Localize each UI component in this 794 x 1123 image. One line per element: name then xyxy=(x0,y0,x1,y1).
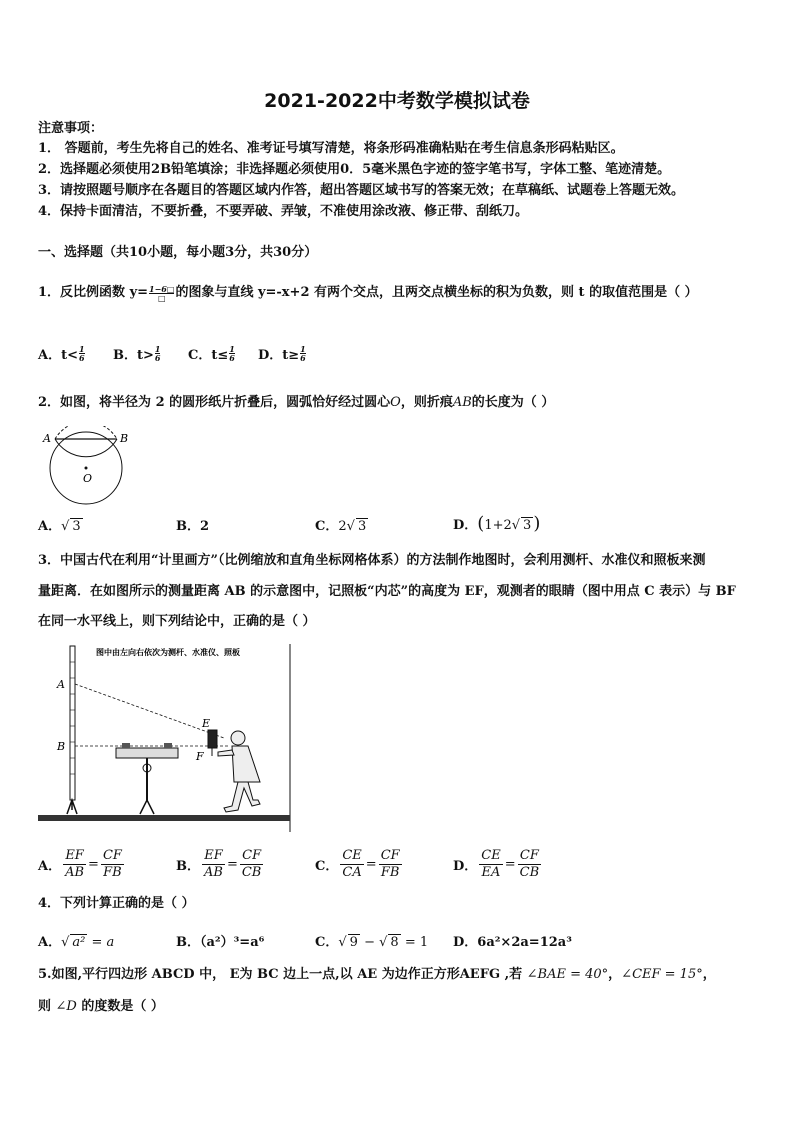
q3-option-d-eq: = xyxy=(504,857,516,872)
notice-item-3: 3．请按照题号顺序在各题目的答题区域内作答，超出答题区域书写的答案无效；在草稿纸、试题卷上答题无效。 xyxy=(38,183,685,198)
q3-option-a-eq: = xyxy=(88,857,99,872)
radical-icon: √ xyxy=(61,935,70,950)
q3-option-b-lhs-num: EF xyxy=(204,848,223,863)
q1-option-d-label: D．t≥ xyxy=(258,348,300,363)
radical-icon: √ xyxy=(379,935,388,950)
q1-option-d-num: 1 xyxy=(300,344,306,354)
q3-option-b-eq: = xyxy=(226,857,238,872)
q3-figure xyxy=(38,642,294,834)
q4-option-d: D．6a²×2a=12a³ xyxy=(453,935,572,950)
q3-option-d-rhs-num: CF xyxy=(519,848,539,863)
q1-option-a-label: A．t< xyxy=(38,348,78,363)
notice-item-2: 2．选择题必须使用2B铅笔填涂；非选择题必须使用0．5毫米黑色字迹的签字笔书写，字体工整、笔迹清楚。 xyxy=(38,162,671,177)
q2-label-a: A xyxy=(43,432,51,445)
q1-frac-den: □ xyxy=(157,292,166,303)
q3-label-b: B xyxy=(57,740,66,753)
q3-measuring-pole xyxy=(70,646,75,800)
q3-option-a-rhs-den: FB xyxy=(103,865,122,880)
q1-option-b-frac xyxy=(155,345,161,362)
q4-option-c-radicand-1: 9 xyxy=(349,935,358,950)
q3-option-c-rhs-den: FB xyxy=(380,865,400,880)
q4-option-b: B．（a²）³=a⁶ xyxy=(176,935,265,950)
q4-option-c-minus: − xyxy=(359,935,380,950)
q4-option-c-label: C． xyxy=(315,935,339,950)
q3-option-d xyxy=(453,848,543,881)
q1-fraction xyxy=(149,285,174,302)
right-paren-icon: ) xyxy=(533,513,541,534)
q2-option-c-coef: 2 xyxy=(338,519,347,534)
notice-heading: 注意事项： xyxy=(38,121,104,136)
q3-option-d-lhs-den: EA xyxy=(481,865,501,880)
q3-ground xyxy=(38,815,290,821)
q3-option-b xyxy=(176,848,265,881)
q5-line-1 xyxy=(38,966,716,984)
q4-option-c-rhs: = 1 xyxy=(400,935,429,950)
q4-option-a xyxy=(38,931,114,950)
q5-angle-bae: ∠BAE = 40° xyxy=(526,967,609,982)
q3-option-c-label: C． xyxy=(315,859,339,874)
q4-option-a-label: A． xyxy=(38,935,62,950)
q3-option-a-rhs xyxy=(101,848,124,881)
q3-option-c-lhs xyxy=(340,848,363,881)
q2-text-a: 2．如图，将半径为 2 的圆形纸片折叠后，圆弧恰好经过圆心 xyxy=(38,395,391,410)
q2-option-b: B．2 xyxy=(176,519,210,534)
q1-option-b-num: 1 xyxy=(154,344,161,354)
q2-label-b: B xyxy=(120,432,129,445)
q1-frac-num: 1−6□ xyxy=(149,283,175,294)
q3-line-1: 3．中国古代在利用“计里画方”（比例缩放和直角坐标网格体系）的方法制作地图时，会利用测杆、水准仪和照板来测 xyxy=(38,553,706,568)
q4-option-a-rhs: = a xyxy=(87,935,115,950)
q3-option-d-label: D． xyxy=(453,859,478,874)
page-title: 2021-2022中考数学模拟试卷 xyxy=(264,90,530,112)
q5-angle-d: ∠D xyxy=(55,999,77,1014)
q5-line-2-text-b: 的度数是（ ） xyxy=(76,999,164,1014)
q5-line-1-end: ， xyxy=(702,967,716,982)
q3-level-sight-right xyxy=(164,743,172,748)
q4-option-a-radicand: a² xyxy=(72,935,86,950)
q3-option-c-rhs xyxy=(379,848,402,881)
q2-center-point xyxy=(85,467,88,470)
q3-option-b-rhs xyxy=(240,848,264,881)
q3-sighting-board xyxy=(208,730,217,748)
q2-option-a-radicand: 3 xyxy=(72,519,81,534)
q2-option-d-radicand: 3 xyxy=(523,518,532,533)
question-4: 4．下列计算正确的是（ ） xyxy=(38,896,195,911)
q2-option-c-label: C． xyxy=(315,519,339,534)
q2-option-a xyxy=(38,515,83,534)
q5-line-2-text-a: 则 xyxy=(38,999,56,1014)
q3-line-2: 量距离．在如图所示的测量距离 AB 的示意图中，记照板“内芯”的高度为 EF，观测者的眼睛（图中用点 C 表示）与 BF xyxy=(38,584,736,599)
q2-option-d-pre: 1+2 xyxy=(484,518,512,533)
q3-option-b-rhs-den: CB xyxy=(241,865,262,880)
question-2 xyxy=(38,394,554,412)
q3-label-f: F xyxy=(196,750,204,763)
q2-point-o: O xyxy=(390,395,401,410)
q3-level-instrument xyxy=(116,748,178,758)
q1-option-d-den: 6 xyxy=(300,353,306,363)
q3-option-a xyxy=(38,848,126,881)
notice-item-1: 1． 答题前，考生先将自己的姓名、准考证号填写清楚，将条形码准确粘贴在考生信息条形码粘贴区。 xyxy=(38,141,624,156)
q3-option-a-lhs-num: EF xyxy=(65,848,84,863)
q3-option-d-rhs xyxy=(518,848,542,881)
q2-label-o: O xyxy=(83,472,93,485)
q2-text-c: 的长度为（ ） xyxy=(471,395,555,410)
q1-option-c-label: C．t≤ xyxy=(188,348,229,363)
q3-option-d-lhs xyxy=(479,848,502,881)
q5-line-1-text: 5.如图,平行四边形 ABCD 中， E为 BC 边上一点,以 AE 为边作正方形AEFG ,若 xyxy=(38,967,527,982)
q1-option-a-frac xyxy=(79,345,85,362)
q2-text-b: ，则折痕 xyxy=(400,395,453,410)
q5-line-2 xyxy=(38,998,164,1016)
radical-icon: √ xyxy=(346,519,355,534)
q2-option-d xyxy=(453,513,540,534)
q5-separator: ， xyxy=(608,967,622,982)
q3-line-3: 在同一水平线上，则下列结论中，正确的是（ ） xyxy=(38,614,316,629)
q1-option-c xyxy=(188,344,236,363)
q2-option-a-label: A． xyxy=(38,519,62,534)
q1-option-b xyxy=(113,344,161,363)
radical-icon: √ xyxy=(61,519,70,534)
q4-option-c-radicand-2: 8 xyxy=(390,935,399,950)
q1-option-a xyxy=(38,344,86,363)
q5-angle-cef: ∠CEF = 15° xyxy=(621,967,703,982)
q2-option-d-label: D． xyxy=(453,518,478,533)
q1-option-c-den: 6 xyxy=(229,353,235,363)
q1-option-b-label: B．t> xyxy=(113,348,154,363)
q3-option-a-lhs xyxy=(63,848,86,881)
q3-option-a-rhs-num: CF xyxy=(102,848,122,863)
q3-option-d-rhs-den: CB xyxy=(519,865,540,880)
q3-label-e: E xyxy=(202,717,211,730)
q3-option-d-lhs-num: CE xyxy=(481,848,501,863)
q3-option-c-lhs-den: CA xyxy=(342,865,362,880)
q1-option-d-frac xyxy=(300,345,306,362)
q1-prefix: 1．反比例函数 y= xyxy=(38,285,149,300)
q3-option-c-rhs-num: CF xyxy=(380,848,400,863)
q3-option-a-lhs-den: AB xyxy=(65,865,85,880)
q1-option-a-den: 6 xyxy=(78,353,85,363)
q1-option-b-den: 6 xyxy=(154,353,161,363)
notice-item-4: 4．保持卡面清洁，不要折叠，不要弄破、弄皱，不准使用涂改液、修正带、刮纸刀。 xyxy=(38,204,529,219)
radical-icon: √ xyxy=(511,518,521,533)
q3-option-b-label: B． xyxy=(176,859,200,874)
q2-option-c-radicand: 3 xyxy=(357,519,367,534)
q1-option-d xyxy=(258,344,307,363)
section-heading: 一、选择题（共10小题，每小题3分，共30分） xyxy=(38,245,318,260)
q3-label-a: A xyxy=(57,678,65,691)
q3-option-c xyxy=(315,848,404,881)
q4-option-c xyxy=(315,931,428,950)
q2-segment-ab: AB xyxy=(452,395,472,410)
q1-option-c-num: 1 xyxy=(229,344,235,354)
q2-figure xyxy=(36,426,136,506)
question-1 xyxy=(38,284,698,302)
q3-option-b-rhs-num: CF xyxy=(242,848,262,863)
q3-option-c-eq: = xyxy=(365,857,377,872)
left-paren-icon: ( xyxy=(477,513,485,534)
q3-level-sight-left xyxy=(122,743,130,748)
q3-option-a-label: A． xyxy=(38,859,62,874)
q3-option-b-lhs-den: AB xyxy=(204,865,223,880)
q1-option-c-frac xyxy=(229,345,235,362)
q2-option-c xyxy=(315,515,368,534)
q2-folded-arc xyxy=(55,439,117,457)
q3-option-c-lhs-num: CE xyxy=(342,848,362,863)
q1-option-a-num: 1 xyxy=(78,344,85,354)
q3-figure-caption: 图中由左向右依次为测杆、水准仪、照板 xyxy=(96,648,240,657)
q1-suffix: 的图象与直线 y=-x+2 有两个交点，且两交点横坐标的积为负数，则 t 的取值范围是（ ） xyxy=(175,285,698,300)
q3-option-b-lhs xyxy=(202,848,225,881)
radical-icon: √ xyxy=(338,935,347,950)
